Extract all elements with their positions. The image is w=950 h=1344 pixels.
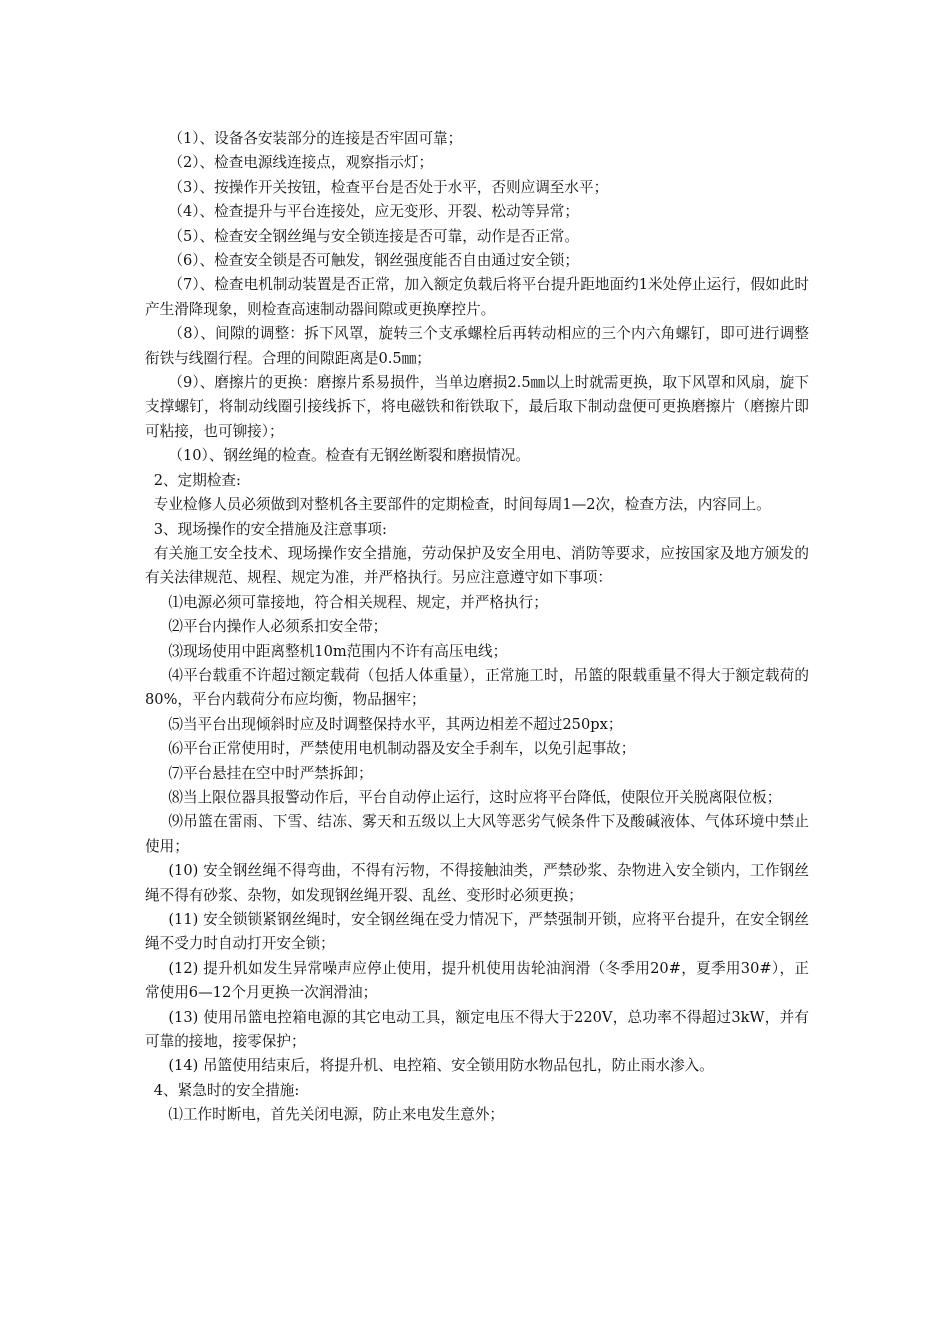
paragraph: 专业检修人员必须做到对整机各主要部件的定期检查，时间每周1—2次，检查方法，内容同上。 bbox=[153, 496, 771, 514]
paragraph: （2）、检查电源线连接点，观察指示灯； bbox=[168, 154, 434, 172]
paragraph: （6）、检查安全锁是否可触发，钢丝强度能否自由通过安全锁； bbox=[168, 252, 579, 270]
paragraph: （5）、检查安全钢丝绳与安全锁连接是否可靠，动作是否正常。 bbox=[168, 227, 579, 245]
paragraph: ⑴工作时断电，首先关闭电源，防止来电发生意外； bbox=[168, 1106, 505, 1124]
paragraph: ⑼吊篮在雷雨、下雪、结冻、雾天和五级以上大风等恶劣气候条件下及酸碱液体、气体环境中禁止使用； bbox=[145, 813, 809, 855]
paragraph: （8）、间隙的调整：拆下风罩，旋转三个支承螺栓后再转动相应的三个内六角螺钉，即可进行调整衔铁与线圈行程。合理的间隙距离是0.5㎜； bbox=[145, 325, 809, 367]
paragraph: （10）、钢丝绳的检查。检查有无钢丝断裂和磨损情况。 bbox=[168, 447, 530, 465]
section-heading: 3、现场操作的安全措施及注意事项: bbox=[153, 520, 387, 538]
paragraph: (13) 使用吊篮电控箱电源的其它电动工具，额定电压不得大于220V，总功率不得超过3kW，并有可靠的接地，接零保护； bbox=[145, 1008, 809, 1051]
paragraph: （1）、设备各安装部分的连接是否牢固可靠； bbox=[168, 130, 463, 147]
paragraph: ⑴电源必须可靠接地，符合相关规程、规定，并严格执行； bbox=[168, 593, 548, 611]
paragraph: ⑹平台正常使用时，严禁使用电机制动器及安全手刹车，以免引起事故； bbox=[168, 740, 636, 758]
paragraph: (14) 吊篮使用结束后，将提升机、电控箱、安全锁用防水物品包扎，防止雨水渗入。 bbox=[168, 1057, 714, 1075]
paragraph: ⑵平台内操作人必须系扣安全带； bbox=[168, 618, 388, 636]
paragraph: ⑸当平台出现倾斜时应及时调整保持水平，其两边相差不超过250px； bbox=[168, 715, 623, 733]
paragraph: ⑷平台载重不许超过额定载荷（包括人体重量），正常施工时，吊篮的限载重量不得大于额定载荷的80%，平台内载荷分布应均衡，物品捆牢； bbox=[145, 666, 809, 709]
paragraph: 有关施工安全技术、现场操作安全措施，劳动保护及安全用电、消防等要求，应按国家及地方颁发的有关法律规范、规程、规定为准，并严格执行。另应注意遵守如下事项： bbox=[145, 544, 809, 587]
paragraph: ⑺平台悬挂在空中时严禁拆卸； bbox=[168, 764, 373, 782]
paragraph: （4）、检查提升与平台连接处，应无变形、开裂、松动等异常； bbox=[168, 203, 579, 221]
paragraph: ⑶现场使用中距离整机10m范围内不许有高压电线； bbox=[168, 642, 508, 660]
paragraph: (10) 安全钢丝绳不得弯曲，不得有污物，不得接触油类，严禁砂浆、杂物进入安全锁内，工作钢丝绳不得有砂浆、杂物，如发现钢丝绳开裂、乱丝、变形时必须更换； bbox=[145, 862, 809, 904]
document-body bbox=[145, 127, 809, 1128]
paragraph: (11) 安全锁锁紧钢丝绳时，安全钢丝绳在受力情况下，严禁强制开锁，应将平台提升，在安全钢丝绳不受力时自动打开安全锁； bbox=[145, 911, 809, 953]
paragraph: （9）、磨擦片的更换：磨擦片系易损件，当单边磨损2.5㎜以上时就需更换，取下风罩和风扇，旋下支撑螺钉，将制动线圈引接线拆下，将电磁铁和衔铁取下，最后取下制动盘便可更换磨擦片（磨擦片即可粘接，也可铆接）； bbox=[145, 374, 809, 440]
paragraph: （3）、按操作开关按钮，检查平台是否处于水平，否则应调至水平； bbox=[168, 178, 609, 196]
paragraph: （7）、检查电机制动装置是否正常，加入额定负载后将平台提升距地面约1米处停止运行，假如此时产生滑降现象，则检查高速制动器间隙或更换摩控片。 bbox=[145, 276, 809, 318]
paragraph: ⑻当上限位器具报警动作后，平台自动停止运行，这时应将平台降低，使限位开关脱离限位板； bbox=[168, 788, 782, 806]
paragraph: (12) 提升机如发生异常噪声应停止使用，提升机使用齿轮油润滑（冬季用20#，夏季用30#），正常使用6—12个月更换一次润滑油； bbox=[145, 959, 809, 1002]
section-heading: 4、紧急时的安全措施: bbox=[153, 1081, 300, 1099]
section-heading: 2、定期检查: bbox=[153, 471, 241, 489]
